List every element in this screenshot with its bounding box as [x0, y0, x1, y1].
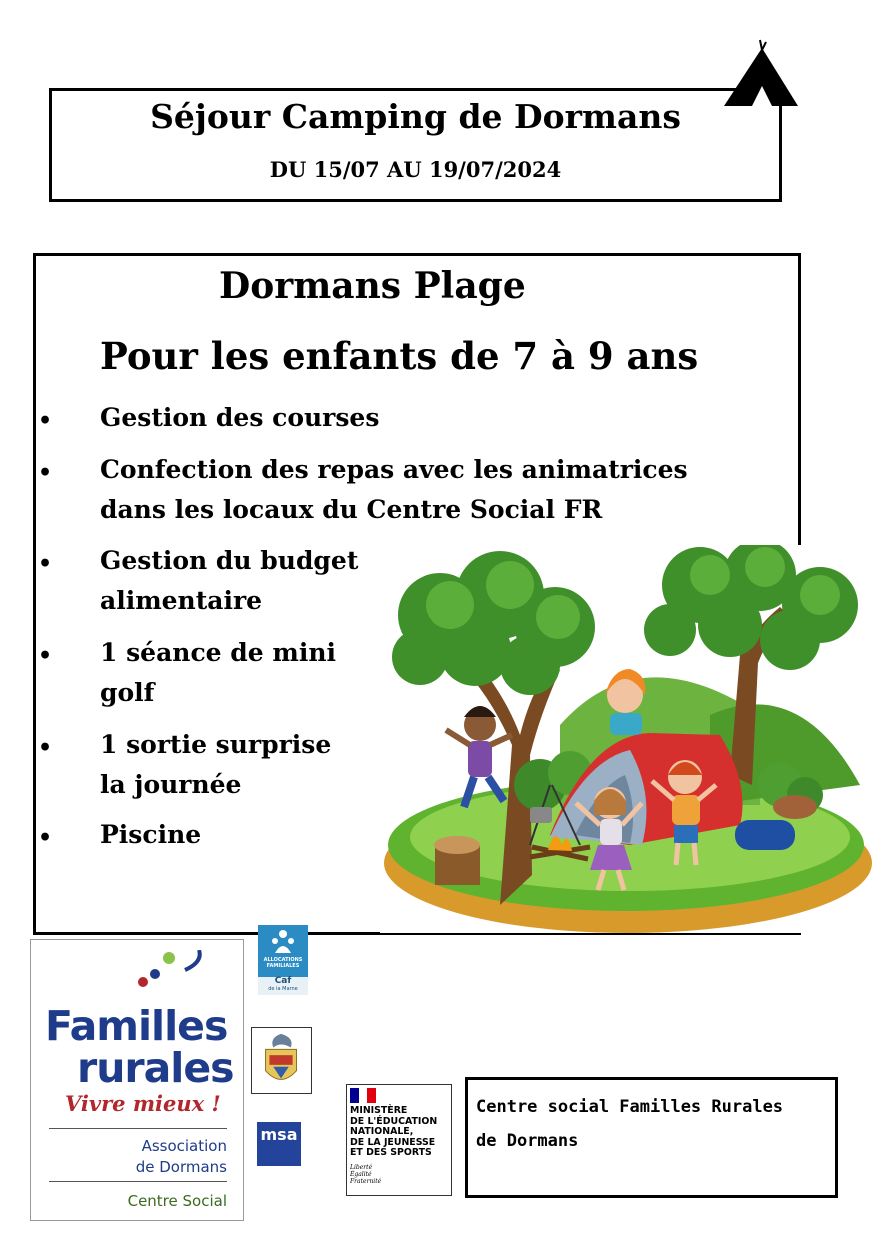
bullet-icon: •: [38, 643, 53, 669]
divider: [49, 1128, 227, 1129]
age-range: Pour les enfants de 7 à 9 ans: [100, 334, 699, 378]
centre-social-location: de Dormans: [476, 1131, 579, 1151]
logo-tagline: Vivre mieux !: [65, 1091, 221, 1116]
list-item: Gestion du budget alimentaire: [100, 546, 359, 615]
centre-social-box: [465, 1077, 838, 1198]
camping-illustration: [380, 545, 874, 935]
stay-dates: DU 15/07 AU 19/07/2024: [269, 157, 562, 182]
logo-word-familles: Familles: [45, 1002, 228, 1050]
bullet-icon: •: [38, 408, 53, 434]
association-location: de Dormans: [135, 1158, 227, 1176]
header-box: [49, 88, 782, 202]
caf-logo: ALLOCATIONS FAMILIALES Caf de la Marne: [258, 925, 308, 995]
logo-word-rurales: rurales: [77, 1044, 234, 1092]
marianne-flag-icon: [350, 1088, 376, 1103]
bullet-icon: •: [38, 551, 53, 577]
page-title: Séjour Camping de Dormans: [150, 97, 681, 136]
list-item: Gestion des courses: [100, 403, 380, 432]
divider: [49, 1181, 227, 1182]
bullet-icon: •: [38, 735, 53, 761]
centre-social-name: Centre social Familles Rurales: [476, 1097, 784, 1117]
association-label: Association: [141, 1137, 227, 1155]
list-item: Piscine: [100, 820, 202, 849]
list-item: 1 séance de mini golf: [100, 638, 336, 707]
dormans-crest-icon: [251, 1027, 312, 1094]
bullet-icon: •: [38, 460, 53, 486]
caf-family-icon: [271, 929, 295, 955]
ministere-motto: Liberté Égalité Fraternité: [350, 1164, 382, 1185]
familles-rurales-logo: [30, 939, 244, 1221]
location-subtitle: Dormans Plage: [219, 265, 526, 307]
figures-icon: [125, 950, 215, 1010]
msa-logo: msa: [257, 1122, 301, 1166]
list-item: 1 sortie surprise la journée: [100, 730, 332, 799]
list-item: Confection des repas avec les animatrices dans les locaux du Centre Social FR: [100, 455, 688, 524]
divider: [380, 933, 801, 935]
child-figure-2: [605, 669, 645, 735]
ministere-name: MINISTÈRE DE L'ÉDUCATION NATIONALE, DE LA JEUNESSE ET DES SPORTS: [350, 1105, 438, 1158]
centre-social-label: Centre Social: [127, 1192, 227, 1210]
bullet-icon: •: [38, 825, 53, 851]
ministere-logo: [346, 1084, 452, 1196]
tent-icon: [722, 38, 800, 110]
